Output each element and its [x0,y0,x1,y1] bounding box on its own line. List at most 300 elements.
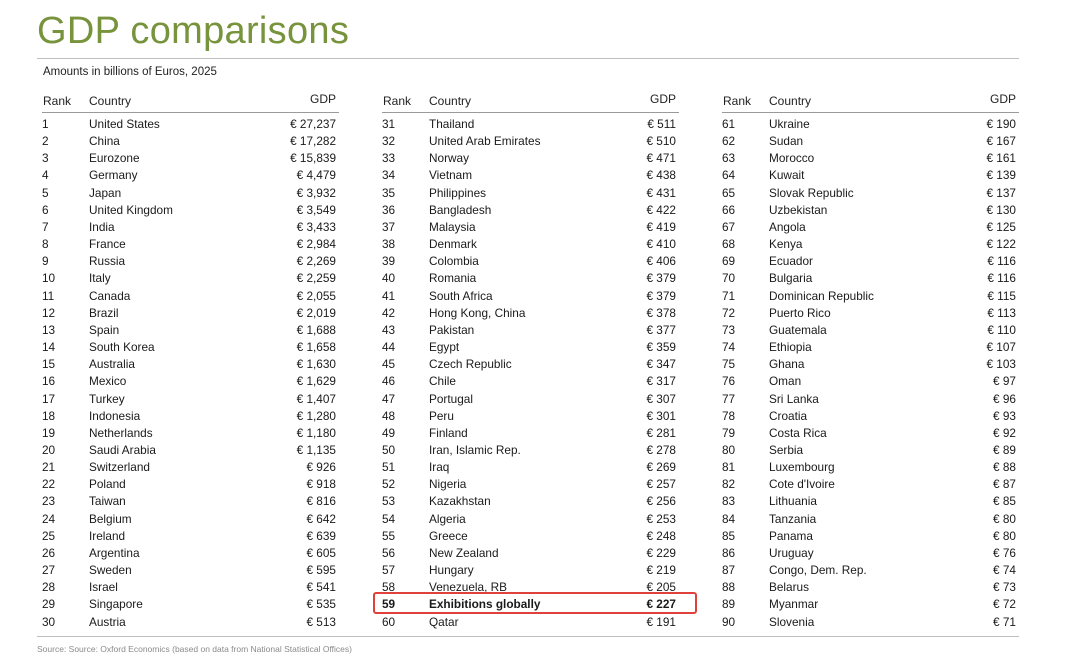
rank-cell: 15 [42,357,56,372]
table-row [722,614,1019,631]
country-cell: Ukraine [769,117,810,131]
country-cell: Costa Rica [769,425,827,440]
rank-cell: 72 [722,305,736,320]
country-cell: Uzbekistan [769,202,828,217]
rank-cell: 73 [722,322,736,337]
country-cell: United Kingdom [89,202,173,217]
gdp-cell: € 317 [646,374,676,389]
rank-cell: 59 [382,597,396,612]
gdp-cell: € 74 [993,563,1016,578]
rank-cell: 36 [382,202,396,217]
country-cell: Taiwan [89,494,126,509]
rank-cell: 67 [722,219,736,234]
table-row [722,339,1019,356]
gdp-cell: € 2,984 [296,237,336,252]
rank-cell: 77 [722,391,736,406]
table-row [722,150,1019,167]
header-rank: Rank [383,94,412,108]
table-row [382,236,679,253]
table-row [722,219,1019,236]
country-cell: South Korea [89,340,155,355]
table-row [722,476,1019,493]
table-row [382,253,679,270]
rank-cell: 22 [42,477,56,492]
table-row [722,185,1019,202]
gdp-cell: € 107 [986,340,1016,355]
gdp-cell: € 307 [646,391,676,406]
gdp-cell: € 80 [993,528,1016,543]
gdp-cell: € 4,479 [296,168,336,183]
rank-cell: 16 [42,374,56,389]
gdp-cell: € 2,259 [296,271,336,286]
table-row [722,493,1019,510]
page-title: GDP comparisons [37,10,350,52]
gdp-cell: € 97 [993,374,1016,389]
gdp-cell: € 137 [986,185,1016,200]
country-cell: Croatia [769,408,808,423]
country-cell: Slovak Republic [769,185,854,200]
rank-cell: 46 [382,374,396,389]
rank-cell: 34 [382,168,396,183]
rank-cell: 7 [42,219,49,234]
gdp-cell: € 422 [646,202,676,217]
table-row [42,167,339,184]
table-row [42,116,339,133]
country-cell: Finland [429,425,468,440]
country-cell: Bulgaria [769,271,813,286]
table-header [382,92,679,112]
rank-cell: 87 [722,563,736,578]
table-row [722,511,1019,528]
table-row [42,185,339,202]
table-row [382,459,679,476]
rank-cell: 62 [722,134,736,149]
table-row [722,459,1019,476]
rank-cell: 35 [382,185,396,200]
rank-cell: 52 [382,477,396,492]
rank-cell: 43 [382,322,396,337]
gdp-cell: € 1,629 [296,374,336,389]
table-row [42,408,339,425]
table-row [722,391,1019,408]
gdp-cell: € 27,237 [290,117,336,131]
rank-cell: 19 [42,425,56,440]
country-cell: Algeria [429,511,466,526]
rank-cell: 85 [722,528,736,543]
rank-cell: 60 [382,614,396,629]
gdp-cell: € 642 [306,511,336,526]
country-cell: United States [89,117,160,131]
gdp-cell: € 513 [306,614,336,629]
rank-cell: 65 [722,185,736,200]
table-row [722,373,1019,390]
table-row [382,373,679,390]
rank-cell: 84 [722,511,736,526]
country-cell: Oman [769,374,802,389]
rank-cell: 89 [722,597,736,612]
source-note: Source: Source: Oxford Economics (based on data from National Statistical Offices) [37,644,352,654]
table-row [382,425,679,442]
gdp-cell: € 510 [646,134,676,149]
table-row [382,270,679,287]
gdp-cell: € 410 [646,237,676,252]
rank-cell: 2 [42,134,49,149]
country-cell: Saudi Arabia [89,442,156,457]
rank-cell: 58 [382,580,396,595]
country-cell: Ecuador [769,254,813,269]
country-cell: Portugal [429,391,473,406]
gdp-cell: € 816 [306,494,336,509]
table-row [722,322,1019,339]
rank-cell: 70 [722,271,736,286]
gdp-cell: € 605 [306,545,336,560]
country-cell: India [89,219,115,234]
rank-cell: 76 [722,374,736,389]
gdp-cell: € 3,549 [296,202,336,217]
country-cell: Venezuela, RB [429,580,508,595]
gdp-cell: € 71 [993,614,1016,629]
gdp-cell: € 595 [306,563,336,578]
rank-cell: 55 [382,528,396,543]
country-cell: Egypt [429,340,460,355]
country-cell: Ethiopia [769,340,812,355]
table-row [382,150,679,167]
table-row [382,476,679,493]
table-row [42,219,339,236]
gdp-cell: € 406 [646,254,676,269]
rank-cell: 10 [42,271,56,286]
table-row [42,305,339,322]
header-divider [42,112,339,113]
rank-cell: 80 [722,442,736,457]
table-row [722,408,1019,425]
table-row [382,408,679,425]
country-cell: Sri Lanka [769,391,819,406]
country-cell: Austria [89,614,126,629]
country-cell: Exhibitions globally [429,597,541,612]
table-row [722,528,1019,545]
gdp-cell: € 139 [986,168,1016,183]
country-cell: Mexico [89,374,127,389]
gdp-cell: € 167 [986,134,1016,149]
table-row [42,511,339,528]
table-column-3 [722,92,1019,631]
rank-cell: 20 [42,442,56,457]
table-row [382,322,679,339]
gdp-cell: € 15,839 [290,151,336,166]
gdp-cell: € 471 [646,151,676,166]
rank-cell: 71 [722,288,736,303]
country-cell: Belarus [769,580,809,595]
gdp-cell: € 639 [306,528,336,543]
gdp-cell: € 1,407 [296,391,336,406]
country-cell: Ghana [769,357,805,372]
table-row [42,236,339,253]
gdp-cell: € 2,269 [296,254,336,269]
country-cell: Indonesia [89,408,141,423]
rank-cell: 53 [382,494,396,509]
rank-cell: 26 [42,545,56,560]
country-cell: Uruguay [769,545,814,560]
rank-cell: 83 [722,494,736,509]
gdp-cell: € 535 [306,597,336,612]
subtitle: Amounts in billions of Euros, 2025 [43,66,217,78]
table-row [382,219,679,236]
table-row [382,528,679,545]
rank-cell: 13 [42,322,56,337]
gdp-cell: € 248 [646,528,676,543]
header-gdp: GDP [309,92,336,106]
country-cell: Panama [769,528,813,543]
gdp-cell: € 378 [646,305,676,320]
rank-cell: 23 [42,494,56,509]
gdp-cell: € 80 [993,511,1016,526]
table-row [722,202,1019,219]
country-cell: Morocco [769,151,815,166]
country-cell: Iran, Islamic Rep. [429,442,521,457]
country-cell: Germany [89,168,138,183]
country-cell: Colombia [429,254,479,269]
rank-cell: 86 [722,545,736,560]
table-row [42,545,339,562]
country-cell: Puerto Rico [769,305,831,320]
rank-cell: 54 [382,511,396,526]
table-row [42,373,339,390]
gdp-cell: € 269 [646,460,676,475]
header-gdp: GDP [649,92,676,106]
rank-cell: 42 [382,305,396,320]
table-row [42,322,339,339]
rank-cell: 33 [382,151,396,166]
rank-cell: 79 [722,425,736,440]
table-row [42,493,339,510]
gdp-cell: € 205 [646,580,676,595]
gdp-cell: € 1,658 [296,340,336,355]
header-divider [382,112,679,113]
table-row [722,356,1019,373]
table-row [42,253,339,270]
gdp-cell: € 227 [646,597,676,612]
gdp-cell: € 87 [993,477,1016,492]
table-column-1 [42,92,339,631]
country-cell: Congo, Dem. Rep. [769,563,867,578]
country-cell: Lithuania [769,494,817,509]
gdp-cell: € 253 [646,511,676,526]
rank-cell: 68 [722,237,736,252]
rank-cell: 1 [42,117,49,131]
table-row [42,614,339,631]
country-cell: Netherlands [89,425,153,440]
country-cell: Bangladesh [429,202,492,217]
rank-cell: 9 [42,254,49,269]
rank-cell: 31 [382,117,396,131]
gdp-cell: € 926 [306,460,336,475]
rank-cell: 40 [382,271,396,286]
rank-cell: 50 [382,442,396,457]
country-cell: Chile [429,374,456,389]
rank-cell: 24 [42,511,56,526]
country-cell: Brazil [89,305,119,320]
country-cell: Israel [89,580,118,595]
gdp-cell: € 278 [646,442,676,457]
table-row [42,442,339,459]
table-row [722,116,1019,133]
rank-cell: 32 [382,134,396,149]
table-row [382,116,679,133]
country-cell: South Africa [429,288,493,303]
rank-cell: 37 [382,219,396,234]
gdp-cell: € 347 [646,357,676,372]
rank-cell: 45 [382,357,396,372]
rank-cell: 44 [382,340,396,355]
country-cell: Singapore [89,597,143,612]
table-row [42,356,339,373]
country-cell: Luxembourg [769,460,835,475]
table-row [722,270,1019,287]
table-row [382,511,679,528]
gdp-cell: € 92 [993,425,1016,440]
gdp-cell: € 379 [646,288,676,303]
rank-cell: 51 [382,460,396,475]
rank-cell: 48 [382,408,396,423]
country-cell: Cote d'Ivoire [769,477,835,492]
country-cell: Philippines [429,185,487,200]
gdp-cell: € 73 [993,580,1016,595]
rank-cell: 38 [382,237,396,252]
gdp-cell: € 219 [646,563,676,578]
rank-cell: 6 [42,202,49,217]
rank-cell: 63 [722,151,736,166]
gdp-cell: € 76 [993,545,1016,560]
gdp-cell: € 511 [647,117,676,131]
rank-cell: 49 [382,425,396,440]
country-cell: Argentina [89,545,140,560]
table-row [42,579,339,596]
table-row [42,339,339,356]
rank-cell: 3 [42,151,49,166]
rank-cell: 25 [42,528,56,543]
gdp-cell: € 301 [646,408,676,423]
table-row [382,167,679,184]
country-cell: Eurozone [89,151,140,166]
country-cell: Peru [429,408,454,423]
header-country: Country [89,94,132,108]
country-cell: Tanzania [769,511,817,526]
rank-cell: 56 [382,545,396,560]
rank-cell: 90 [722,614,736,629]
table-row [42,425,339,442]
table-row [42,596,339,613]
country-cell: Romania [429,271,477,286]
rank-cell: 47 [382,391,396,406]
gdp-cell: € 72 [993,597,1016,612]
gdp-cell: € 1,280 [296,408,336,423]
table-row [382,305,679,322]
country-cell: Sweden [89,563,132,578]
country-cell: Serbia [769,442,804,457]
header-gdp: GDP [989,92,1016,106]
rank-cell: 64 [722,168,736,183]
country-cell: Ireland [89,528,126,543]
table-row [722,562,1019,579]
country-cell: Thailand [429,117,475,131]
table-row [722,253,1019,270]
gdp-cell: € 257 [646,477,676,492]
gdp-cell: € 1,135 [296,442,336,457]
table-row [722,288,1019,305]
gdp-cell: € 93 [993,408,1016,423]
gdp-cell: € 2,055 [296,288,336,303]
table-row [382,133,679,150]
table-row [42,528,339,545]
table-row [382,442,679,459]
rank-cell: 81 [722,460,736,475]
gdp-cell: € 85 [993,494,1016,509]
country-cell: France [89,237,126,252]
country-cell: Hong Kong, China [429,305,526,320]
country-cell: Czech Republic [429,357,512,372]
table-row [382,339,679,356]
table-row [382,185,679,202]
country-cell: Myanmar [769,597,819,612]
table-row [722,236,1019,253]
table-row [722,579,1019,596]
country-cell: Denmark [429,237,477,252]
country-cell: Japan [89,185,122,200]
gdp-cell: € 3,932 [296,185,336,200]
header-rank: Rank [43,94,72,108]
gdp-cell: € 1,180 [296,425,336,440]
rank-cell: 8 [42,237,49,252]
country-cell: Kenya [769,237,803,252]
gdp-cell: € 377 [646,322,676,337]
table-row [382,391,679,408]
table-row [42,288,339,305]
table-row [42,150,339,167]
table-header [722,92,1019,112]
highlight-box [373,592,697,614]
table-row [382,493,679,510]
gdp-cell: € 122 [986,237,1016,252]
rank-cell: 57 [382,563,396,578]
table-column-2 [382,92,679,631]
rank-cell: 41 [382,288,396,303]
country-cell: Slovenia [769,614,815,629]
country-cell: Qatar [429,614,459,629]
gdp-cell: € 115 [987,288,1016,303]
gdp-cell: € 281 [646,425,676,440]
rank-cell: 78 [722,408,736,423]
country-cell: Norway [429,151,469,166]
gdp-cell: € 110 [987,322,1016,337]
table-row [722,305,1019,322]
country-cell: Italy [89,271,111,286]
country-cell: Russia [89,254,126,269]
table-row [382,614,679,631]
table-row [382,288,679,305]
gdp-cell: € 125 [986,219,1016,234]
gdp-cell: € 431 [646,185,676,200]
country-cell: Sudan [769,134,804,149]
table-row [722,442,1019,459]
country-cell: Iraq [429,460,450,475]
table-row [42,459,339,476]
country-cell: United Arab Emirates [429,134,541,149]
country-cell: Dominican Republic [769,288,874,303]
rank-cell: 14 [42,340,56,355]
rank-cell: 21 [42,460,56,475]
country-cell: Turkey [89,391,125,406]
